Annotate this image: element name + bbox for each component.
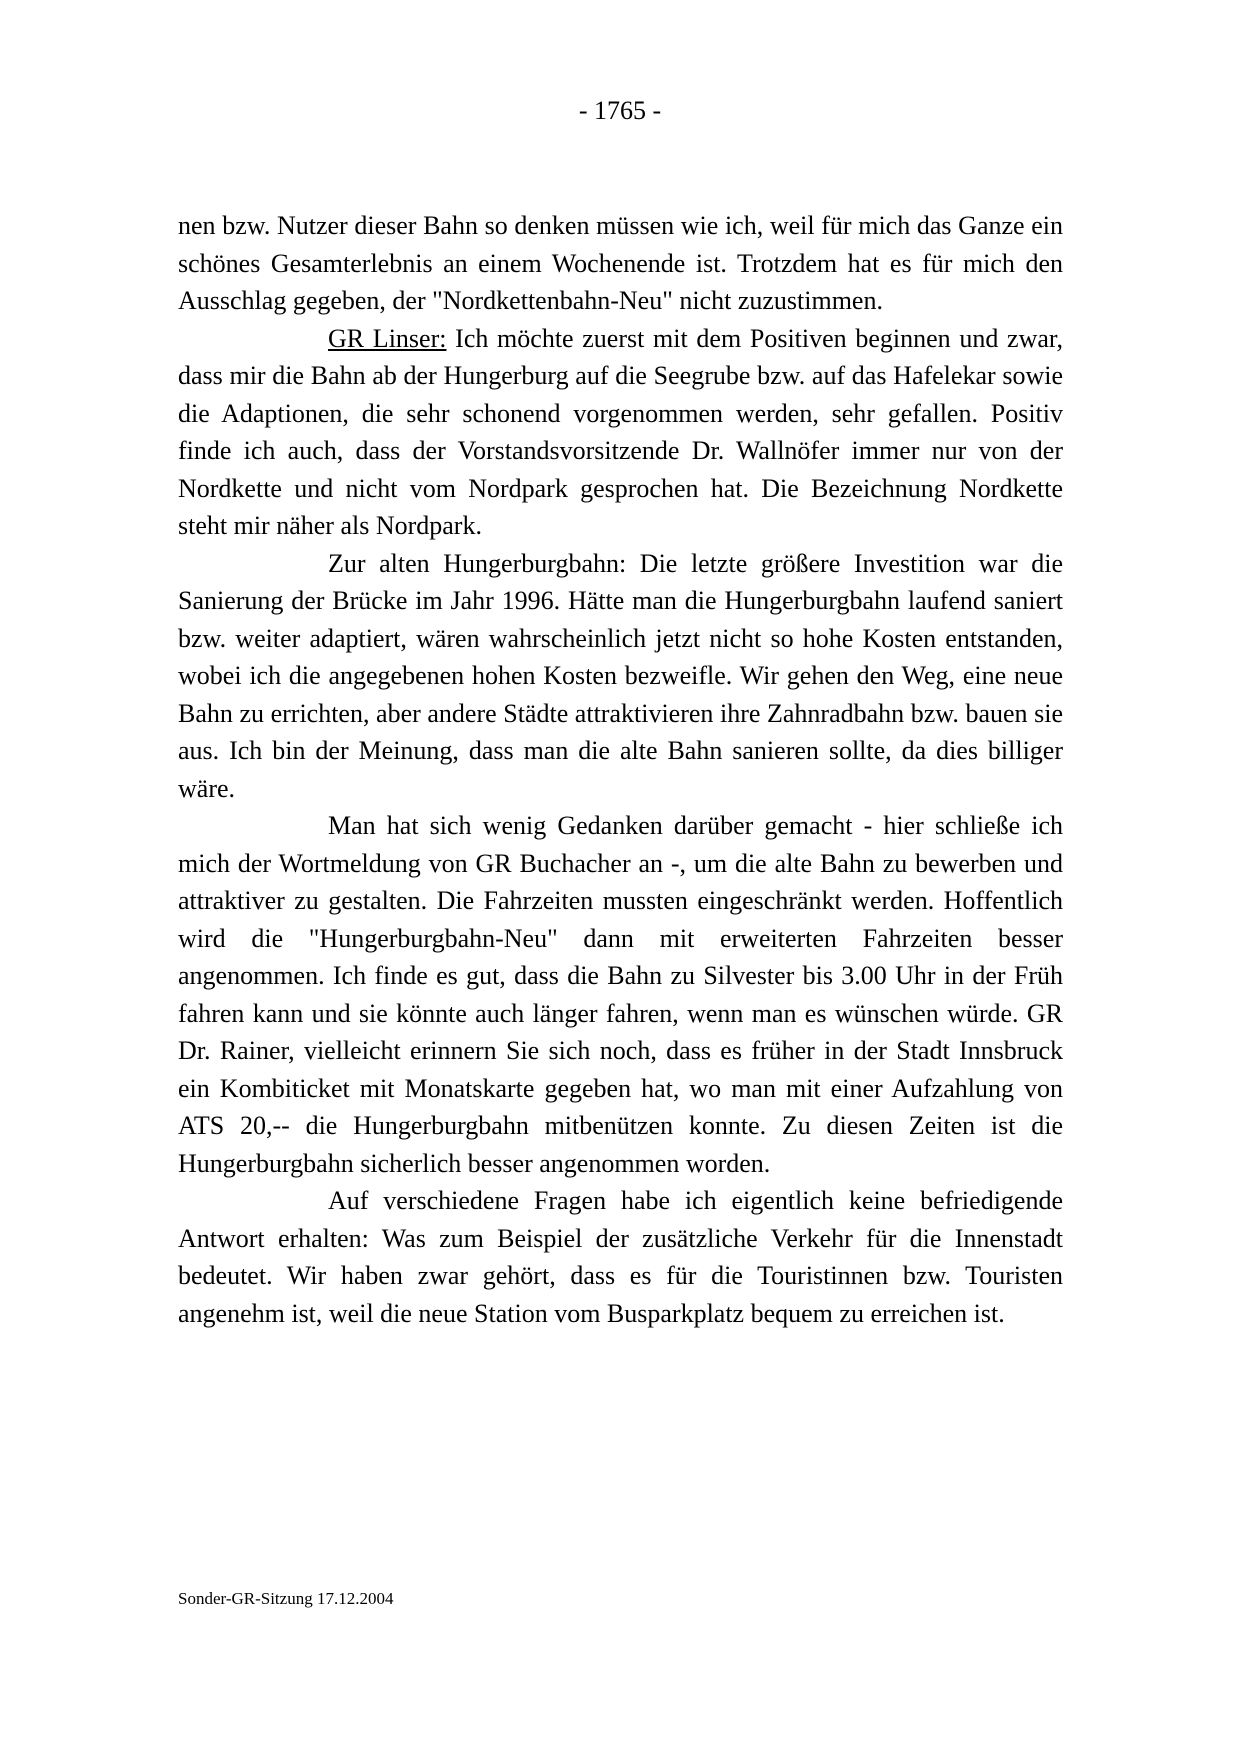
- paragraph-continuation: nen bzw. Nutzer dieser Bahn so denken müssen wie ich, weil für mich das Ganze ein schönes Gesamterlebnis an einem Wochenende ist. Trotzdem hat es für mich den Ausschlag gegeben, der "Nordkettenbahn-Neu" nicht zuzustimmen.: [178, 211, 1063, 315]
- paragraph-text: Ich möchte zuerst mit dem Positiven beginnen und zwar, dass mir die Bahn ab der Hungerburg auf die Seegrube bzw. auf das Hafelekar sowie die Adaptionen, die sehr schonend vorgenommen werden, sehr gefallen. Positiv finde ich auch, dass der Vorstandsvorsitzende Dr. Wallnöfer immer nur von der Nordkette und nicht vom Nordpark gesprochen hat. Die Bezeichnung Nordkette steht mir näher als Nordpark.: [178, 323, 1064, 540]
- footer-session-label: Sonder-GR-Sitzung 17.12.2004: [178, 1589, 394, 1608]
- paragraph-open-questions: Auf verschiedene Fragen habe ich eigentlich keine befriedigende Antwort erhalten: Was zum Beispiel der zusätzliche Verkehr für die Innenstadt bedeutet. Wir haben zwar gehört, dass es für die Touristinnen bzw. Touristen angenehm ist, weil die neue Station vom Busparkplatz bequem zu erreichen ist.: [178, 1186, 1063, 1328]
- body-text: [178, 207, 1063, 1332]
- speaker-name: GR Linser:: [328, 323, 447, 353]
- paragraph-operating-hours: Man hat sich wenig Gedanken darüber gemacht - hier schließe ich mich der Wortmeldung von GR Buchacher an -, um die alte Bahn zu bewerben und attraktiver zu gestalten. Die Fahrzeiten mussten eingeschränkt werden. Hoffentlich wird die "Hungerburgbahn-Neu" dann mit erweiterten Fahrzeiten besser angenommen. Ich finde es gut, dass die Bahn zu Silvester bis 3.00 Uhr in der Früh fahren kann und sie könnte auch länger fahren, wenn man es wünschen würde. GR Dr. Rainer, vielleicht erinnern Sie sich noch, dass es früher in der Stadt Innsbruck ein Kombiticket mit Monatskarte gegeben hat, wo man mit einer Aufzahlung von ATS 20,-- die Hungerburgbahn mitbenützen konnte. Zu diesen Zeiten ist die Hungerburgbahn sicherlich besser angenommen worden.: [178, 811, 1063, 1178]
- page-number: - 1765 -: [578, 96, 662, 125]
- paragraph-linser-intro: [178, 320, 1063, 545]
- paragraph-old-railway: Zur alten Hungerburgbahn: Die letzte größere Investition war die Sanierung der Brücke im Jahr 1996. Hätte man die Hungerburgbahn laufend saniert bzw. weiter adaptiert, wären wahrscheinlich jetzt nicht so hohe Kosten entstanden, wobei ich die angegebenen hohen Kosten bezweifle. Wir gehen den Weg, eine neue Bahn zu errichten, aber andere Städte attraktivieren ihre Zahnradbahn bzw. bauen sie aus. Ich bin der Meinung, dass man die alte Bahn sanieren sollte, da dies billiger wäre.: [178, 548, 1063, 803]
